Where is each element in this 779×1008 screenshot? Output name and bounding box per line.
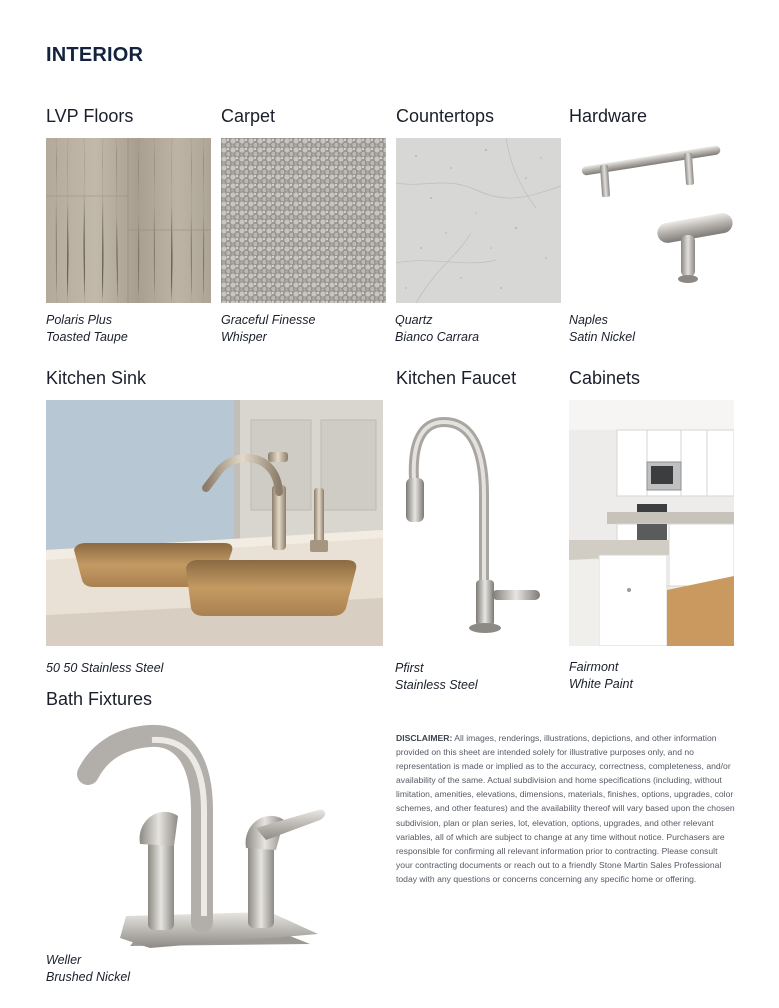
- countertops-material: Quartz: [395, 313, 433, 327]
- disclaimer: [396, 731, 736, 886]
- hardware-image: [569, 138, 734, 303]
- bath-fixtures-heading: Bath Fixtures: [46, 689, 153, 709]
- cabinets-image: [569, 400, 734, 646]
- carpet-swatch: [221, 138, 386, 303]
- kitchen-faucet-name: Pfirst: [395, 661, 424, 675]
- cabinets-caption: [569, 659, 633, 693]
- hardware-name: Naples: [569, 313, 608, 327]
- carpet-caption: [221, 312, 315, 346]
- disclaimer-label: DISCLAIMER:: [396, 733, 453, 743]
- lvp-floors-caption: [46, 312, 128, 346]
- carpet-color: Whisper: [221, 330, 267, 344]
- kitchen-sink-caption: 50 50 Stainless Steel: [46, 661, 164, 675]
- hardware-finish: Satin Nickel: [569, 330, 635, 344]
- kitchen-faucet-heading: Kitchen Faucet: [396, 368, 517, 388]
- cabinets-finish: White Paint: [569, 677, 633, 691]
- bath-fixtures-finish: Brushed Nickel: [46, 970, 131, 984]
- disclaimer-text: All images, renderings, illustrations, depictions, and other information provided on this sheet are intended solely for illustrative purposes only, and no representation is made or implied as to the accuracy, correctness, completeness, and/or availability of the same. Actual subdivision and home specifications (including, without limitation, amenities, elevations, dimensions, materials, finishes, options, upgrades, color schemes, and other features) and the availability thereof will vary based upon the chosen subdivision, plan or plan series, lot, elevation, options, upgrades, and other relevant variables, all of which are subject to change at any time without notice. Purchasers are responsible for confirming all relevant information prior to contracting. Please consult your contracting documents or reach out to a friendly Stone Martin Sales Professional today with any questions or concerns concerning any specific home or offering.: [396, 733, 735, 884]
- countertops-heading: Countertops: [396, 106, 495, 126]
- hardware-caption: [569, 312, 635, 346]
- carpet-name: Graceful Finesse: [221, 313, 316, 327]
- countertops-caption: [395, 312, 479, 346]
- countertops-color: Bianco Carrara: [395, 330, 480, 344]
- kitchen-faucet-finish: Stainless Steel: [395, 678, 478, 692]
- bath-fixtures-name: Weller: [46, 953, 82, 967]
- lvp-floor-swatch: [46, 138, 211, 303]
- cabinets-heading: Cabinets: [569, 368, 641, 388]
- cabinets-name: Fairmont: [569, 660, 619, 674]
- kitchen-sink-heading: Kitchen Sink: [46, 368, 147, 388]
- countertop-swatch: [396, 138, 561, 303]
- bath-fixtures-image: [70, 716, 355, 956]
- page-title: INTERIOR: [46, 44, 144, 66]
- carpet-heading: Carpet: [221, 106, 276, 126]
- kitchen-faucet-caption: [395, 660, 478, 694]
- bath-fixtures-caption: [46, 952, 130, 986]
- lvp-floors-color: Toasted Taupe: [46, 330, 128, 344]
- lvp-floors-name: Polaris Plus: [46, 313, 112, 327]
- bar-pull-icon: [581, 145, 721, 197]
- hardware-heading: Hardware: [569, 106, 648, 126]
- kitchen-faucet-image: [396, 400, 561, 646]
- knob-icon: [656, 212, 734, 283]
- lvp-floors-heading: LVP Floors: [46, 106, 134, 126]
- kitchen-sink-image: [46, 400, 383, 646]
